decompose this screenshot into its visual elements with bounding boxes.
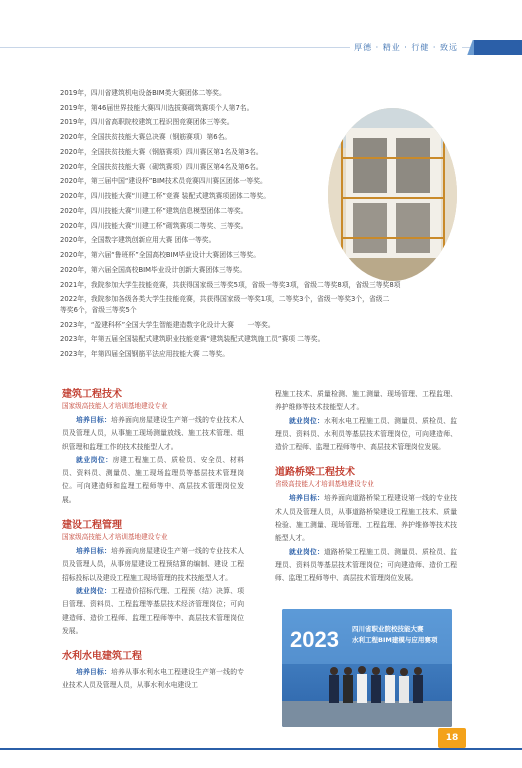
award-item: 2020年，四川技能大赛“川建工杯”建筑信息模型团体二等奖。 — [60, 206, 248, 215]
employment-positions — [275, 546, 457, 586]
award-item: 2022年，我院参加各级各类大学生技能竞赛，共获得国家级一等奖1项，二等奖3个，省级一等奖3个，省级二等奖6个，省级三等奖5个 — [60, 295, 390, 314]
award-item: 2020年，全国扶贫技能大赛（钢筋赛项）四川赛区第1名及第3名。 — [60, 147, 263, 156]
header-slogan: 厚德 · 精业 · 行健 · 致远 — [350, 42, 462, 53]
goal-label: 培养目标： — [76, 416, 112, 424]
award-item: 2023年，“盈建科杯”全国大学生智能建造数字化设计大赛 一等奖。 — [60, 320, 275, 329]
right-column — [275, 388, 457, 598]
goal-label: 培养目标： — [76, 668, 112, 677]
banner-line-2: 水利工程BIM建模与应用赛项 — [352, 636, 438, 644]
section-title: 建设工程管理 — [62, 520, 122, 532]
employment-positions — [62, 585, 244, 638]
job-text: 工程造价招标代理、工程预（结）决算、项目管理、资料员、工程监理等基层技术经济管理岗位；可向建造师、造价工程师、监理工程师等中、高层技术管理岗位发展。 — [62, 586, 245, 635]
award-item: 2019年，四川省高职院校建筑工程识图竞赛团体三等奖。 — [60, 118, 234, 127]
employment-positions — [275, 415, 457, 455]
award-item: 2020年，第六届“鲁班杯”全国高校BIM毕业设计大赛团体三等奖。 — [60, 251, 260, 260]
section-subtitle: 省级高技能人才培训基地建设专业 — [275, 480, 374, 489]
section-subtitle: 国家级高技能人才培训基地建设专业 — [62, 533, 168, 542]
award-item: 2020年，全国数字建筑创新应用大赛 团体一等奖。 — [60, 236, 216, 245]
competition-photo — [282, 609, 452, 727]
goal-label: 培养目标： — [76, 547, 112, 556]
goal-text: 培养面向房屋建设生产第一线的专业技术人员及管理人员，从事施工现场测量放线、施工技术管理、组织管理和监理工作的技术技能型人才。 — [62, 416, 245, 451]
award-item: 2020年，第三届中国“建设杯”BIM技术员竞赛四川赛区团体一等奖。 — [60, 177, 267, 186]
award-item: 2021年，我院参加大学生技能竞赛，共获得国家级三等奖5项，省级一等奖3项，省级二等奖8项，省级三等奖8项 — [60, 280, 401, 289]
award-item: 2020年，四川技能大赛“川建工杯”竞赛 装配式建筑赛项团体二等奖。 — [60, 192, 271, 201]
award-item: 2020年，全国扶贫技能大赛（砌筑赛项）四川赛区第4名及第6名。 — [60, 162, 263, 171]
page-number: 18 — [438, 728, 466, 748]
page-header — [0, 0, 522, 68]
job-text: 道路桥梁工程施工员、测量员、质检员、监理员、资料员等基层技术管理岗位；可向建造师、造价工程师、监理工程师等中、高层技术管理岗位发展。 — [275, 547, 458, 583]
footer-rule — [0, 748, 522, 750]
goal-text: 培养面向房屋建设生产第一线的专业技术人员及管理人员，从事房屋建设工程预结算的编制、建设 工程招标投标以及建设工程施工现场管理的技术技能型人才。 — [62, 547, 245, 582]
job-label: 就业岗位： — [76, 586, 112, 595]
employment-positions — [62, 454, 244, 507]
section-hydro-continued — [275, 388, 457, 454]
award-item: 2023年，年第五届全国装配式建筑职业技能竞赛“建筑装配式建筑施工员”赛项 二等奖。 — [60, 335, 325, 344]
goal-text: 培养从事水利水电工程建设生产第一线的专业技术人员及管理人员，从事水利水电建设工 — [62, 668, 245, 690]
job-label: 就业岗位： — [289, 416, 325, 425]
section-road-bridge — [275, 466, 457, 585]
banner-line-1: 四川省职业院校技能大赛 — [352, 625, 424, 633]
section-subtitle: 国家级高技能人才培训基地建设专业 — [62, 402, 168, 410]
section-hydro-engineering — [62, 650, 244, 693]
job-label: 就业岗位： — [76, 455, 113, 464]
goal-continuation: 程施工技术、质量检测、施工测量、现场管理、工程监理、养护维修等技术技能型人才。 — [275, 390, 457, 412]
section-construction-tech — [62, 388, 244, 507]
goal-text: 培养面向道路桥梁工程建设第一线的专业技术人员及管理人员，从事道路桥梁建设工程施工技术、质量检验、施工测量、现场管理、工程监理、养护维修等技术技能型人才。 — [275, 494, 458, 543]
section-title: 建筑工程技术 — [62, 389, 122, 400]
award-item: 2019年，四川省建筑机电设备BIM类大赛团体二等奖。 — [60, 89, 226, 97]
job-label: 就业岗位： — [289, 547, 325, 556]
training-goal — [62, 666, 244, 693]
job-text: 水利水电工程施工员、测量员、质检员、监理员、资料员、水利员等基层技术管理岗位，可向建造师、造价工程师、监理工程师等中、高层技术管理岗位发展。 — [275, 416, 458, 452]
award-item: 2020年，第六届全国高校BIM毕业设计创新大赛团体三等奖。 — [60, 265, 247, 274]
construction-photo — [328, 108, 457, 281]
section-title: 水利水电建筑工程 — [62, 651, 142, 663]
section-construction-management — [62, 519, 244, 638]
training-goal — [62, 414, 244, 454]
banner-year: 2023 — [290, 627, 339, 652]
header-accent-block — [474, 40, 522, 55]
award-item: 2020年，全国扶贫技能大赛总决赛（钢筋赛项）第6名。 — [60, 133, 232, 142]
award-item: 2023年，年第四届全国钢筋平法应用技能大赛 二等奖。 — [60, 350, 229, 359]
job-text: 房建工程施工员、质检员、安全员、材料员、资料员、测量员、施工现场监理员等基层技术管理岗位。可向建造师和监理工程师等中、高层技术管理岗位发展。 — [62, 455, 245, 504]
training-goal — [275, 492, 457, 545]
left-column — [62, 388, 244, 705]
award-item: 2019年，第46届世界技能大赛四川选拔赛砌筑赛项个人第7名。 — [60, 103, 254, 112]
award-item: 2020年，四川技能大赛“川建工杯”砌筑赛项二等奖、三等奖。 — [60, 221, 248, 230]
training-goal — [62, 545, 244, 585]
section-title: 道路桥梁工程技术 — [275, 467, 355, 479]
goal-label: 培养目标： — [289, 494, 325, 503]
